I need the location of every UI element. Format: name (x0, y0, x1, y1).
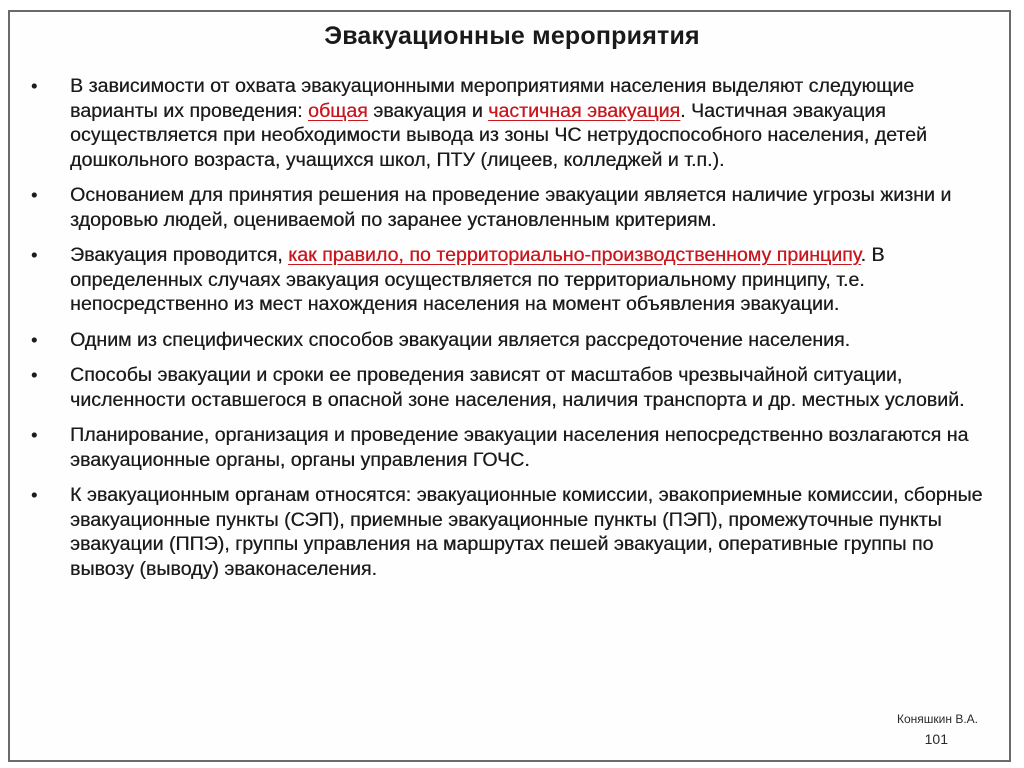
bullet-icon: • (31, 76, 38, 96)
item-text: эвакуация и (367, 99, 489, 122)
list-item (28, 74, 996, 172)
bullet-icon: • (31, 245, 38, 265)
highlight-partial-evacuation: частичная эвакуация (488, 99, 681, 122)
bullet-list (28, 74, 996, 592)
list-item (28, 243, 996, 317)
item-text: Одним из специфических способов эвакуации является рассредоточение населения. (70, 328, 851, 351)
item-text: В зависимости от охвата эвакуационными мероприятиями населения выделяют следующие варианты их проведения: (70, 75, 915, 122)
list-item (28, 423, 996, 472)
author-label: Коняшкин В.А. (896, 712, 978, 726)
bullet-icon: • (31, 185, 38, 205)
item-text: . В определенных случаях эвакуация осуществляется по территориальному принципу, т.е. непосредственно из мест нахождения населения на момент объявления эвакуации. (70, 244, 885, 315)
item-text: Планирование, организация и проведение эвакуации населения непосредственно возлагаются на эвакуационные органы, органы управления ГОЧС. (70, 424, 969, 471)
slide-title: Эвакуационные мероприятия (324, 22, 700, 50)
item-text: Способы эвакуации и сроки ее проведения зависят от масштабов чрезвычайной ситуации, численности оставшегося в опасной зоне населения, наличия транспорта и др. местных условий. (70, 364, 965, 411)
list-item (28, 483, 996, 581)
item-text: . Частичная эвакуация осуществляется при необходимости вывода из зоны ЧС нетрудоспособного населения, детей дошкольного возраста, учащихся школ, ПТУ (лицеев, колледжей и т.п.). (70, 99, 927, 171)
list-item (28, 363, 996, 412)
bullet-icon: • (31, 329, 38, 350)
highlight-territorial-production-principle: как правило, по территориально-производственному принципу (288, 244, 861, 266)
bullet-icon: • (31, 365, 38, 385)
page-number: 101 (924, 731, 948, 747)
bullet-icon: • (31, 425, 38, 445)
item-text: К эвакуационным органам относятся: эвакуационные комиссии, эвакоприемные комиссии, сборные эвакуационные пункты (СЭП), приемные эвакуационные пункты (ПЭП), промежуточные пункты эвакуации (ППЭ), группы управления на маршрутах пешей эвакуации, оперативные группы по вывозу (выводу) эваконаселения. (70, 484, 983, 580)
item-text: Эвакуация проводится, (70, 244, 289, 266)
list-item (28, 183, 996, 232)
list-item (28, 328, 996, 353)
highlight-general-evacuation: общая (308, 99, 368, 122)
bullet-icon: • (31, 485, 38, 505)
item-text: Основанием для принятия решения на проведение эвакуации является наличие угрозы жизни и здоровью людей, оцениваемой по заранее установленным критериям. (70, 184, 952, 231)
